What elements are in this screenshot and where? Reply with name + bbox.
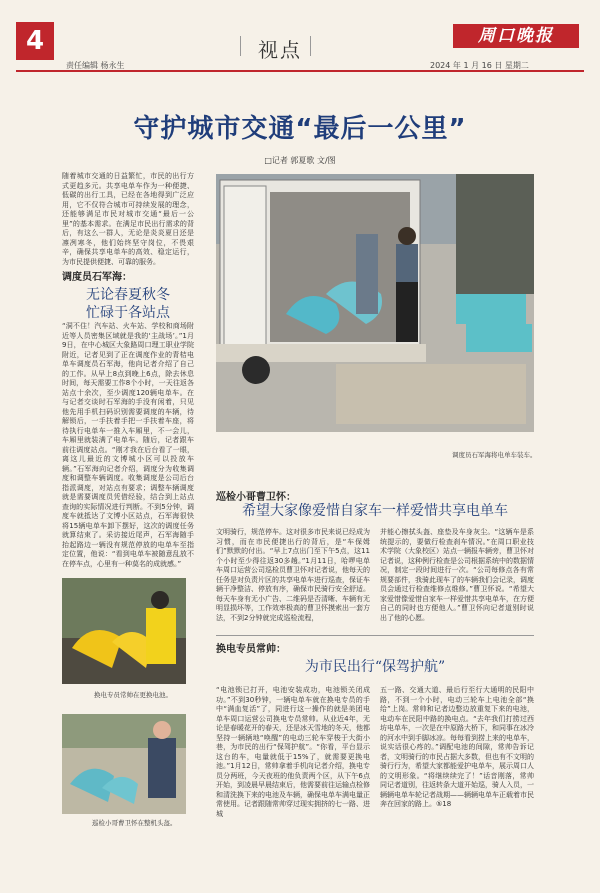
main-photo-caption: 调度员石军海将电单车装车。 bbox=[452, 451, 537, 459]
section2-label: 巡检小哥曹卫怀： bbox=[216, 492, 296, 503]
issue-date: 2024 年 1 月 16 日 星期二 bbox=[430, 61, 529, 70]
section2-body-left: 文明骑行，规范停车。这对很多市民来说已经成为习惯，而在市民便捷出行的背后，是“车保姆们”默默的付出。“早上7点出门至下午5点，这11个小时至少得往返30多趟。”1月11日，哈啰电单车周口运营公司巡检员曹卫怀对记者说，他每天的任务是对负责片区的共享电单车进行巡查，保证车辆干净整洁、停放有序，确保市民骑行安全舒适。每天车身有无小广告、二维码是否清晰、车辆有无明显损坏等，工作效率极高的曹卫怀摸索出一套方法，不到2分钟就完成巡检流程， bbox=[216, 528, 370, 622]
section3-body-right: 五一路、交通大道、最后行至行大通明的民阳中路，不到一个小时，电动三轮车上电池全部“换给”上岗。常帅和记者边整边放重复下来的电池，电动车在民阳中路的换电点。“去年我们打捞过西坊电单车，一次是在中原路大桥下，和同事在冰冷的河水中到手脚冰凉。每每看到捞上来的电单车，说实话很心疼的。”调配电池的间隙，常帅告诉记者，文明骑行的市民占据大多数，但也有不文明的骑行行为，希望大家都能爱护电单车，展示周口人的文明形象。“将继续续完了！”话音刚落，常帅同记者道别，往返转条大道开始巡，骑人入员，一辆辆电单车轮记者战期——辆辆电单车正载着市民奔在回家的路上。⑤18 bbox=[380, 686, 534, 808]
section1-title-line1: 无论春夏秋冬 bbox=[86, 287, 170, 303]
editor-credit: 责任编辑 杨永生 bbox=[66, 61, 125, 70]
page-number: 4 bbox=[16, 22, 54, 60]
main-photo-illustration bbox=[216, 174, 534, 432]
battery-swap-illustration bbox=[62, 578, 186, 684]
headline: 守护城市交通“最后一公里” bbox=[133, 114, 467, 144]
photo-battery-swap-caption: 换电专员常帅在更换电池。 bbox=[94, 691, 172, 699]
header-rule bbox=[16, 70, 584, 72]
photo-battery-swap bbox=[62, 578, 186, 684]
newspaper-logo: 周口晚报 bbox=[453, 24, 579, 48]
section1-title-line2: 忙碌于各站点 bbox=[86, 305, 170, 321]
main-photo-dispatcher-loading-truck bbox=[216, 174, 534, 432]
section2-title: 希望大家像爱惜自家车一样爱惜共享电单车 bbox=[242, 503, 508, 519]
section1-label: 调度员石军海： bbox=[62, 272, 132, 283]
inspector-illustration bbox=[62, 714, 186, 814]
photo-inspector bbox=[62, 714, 186, 814]
byline: □记者 郭夏歌 文/图 bbox=[264, 156, 336, 165]
section2-body-right: 并能心擦拭头盔、座垫及车身灰尘。“这辆车是系统提示的，要做行检查刹车情况。”在周口职业技术学院（大象校区）站点一辆报车辆旁，曹卫怀对记者说，这种例行检查是公司根据系统中的数据情况，制定一段时间进行一次。“公司每修点各有常规要部件，我骑此现车了的车辆我们会记录，调度员会通过行检查维修点维修。”曹卫怀说。“希望大家爱惜像爱惜自家车一样爱惜共享电单车，在方便自己的同时也方便他人。”曹卫怀向记者道别时说出了他的心愿。 bbox=[380, 528, 534, 622]
section-divider-left bbox=[240, 36, 241, 56]
photo-inspector-caption: 巡检小哥曹卫怀在整机头盔。 bbox=[92, 819, 177, 827]
section3-title: 为市民出行“保驾护航” bbox=[304, 659, 446, 675]
section3-label: 换电专员常帅： bbox=[216, 644, 286, 655]
section1-body: “洞不住！汽车站、火车站、学校和商场附近等人员密集区域就是我的‘主战场’。”1月9日，在中心城区大象路周口理工职业学院附近，记者见到了正在调度作业的青桔电单车调度员石军海，他向记者介绍了自己的工作。从早上8点到晚上6点，除去休息时间，每天需要工作8个小时，一天往返各站点十余次，至少调度120辆电单车。在与记者交谈时石军海的手没有闲着，只见他先用手机扫码识别需要调度的车辆，待解锁后，一手扶着手把一手扶着车座，将待执行电单车一推入车厢里，不一会儿，车厢里就装满了电单车。随后，记者跟车前往调度站点。“刚才我在后台看了一眼，离这儿最近的文博城小区可以投放车辆。”石军海向记者介绍，调度分为收集调度和调整车辆调度。收集调度是公司后台指派调度，对站点有要求；调整车辆调度就是需要调度员凭借经验，结合到上站点查询的实际情况进行判断。不到5分钟，调度车就抵达了文博小区站点，石军海很快将15辆电单车卸下摆好，这次的调度任务就算结束了。采访接近尾声，石军海随手抬起路边一辆没有规范停放的电单车至指定位置，他说：“看到电单车被随意乱放不在停车点，心里有一种莫名的成就感。” bbox=[62, 322, 194, 568]
section-divider bbox=[216, 635, 534, 636]
section-name: 视点 bbox=[258, 38, 302, 62]
section3-body-left: “电池锁已打开，电池安装成功，电池锁关闭成功。”不到30秒钟，一辆电单车就在换电专员的手中“满血复活”了，同进行这一操作的就是美团电单车周口运营公司换电专员常帅。从业近4年，无论是春暖花开的春天，还是冰天雪地的冬天，他都坚持一辆辆地“唤醒”的电动三轮车穿梭于大街小巷，为市民的出行“保驾护航”。“你看，平台显示这台的车，电量就低于15%了，就需要更换电池。”1月12日，常帅拿着手机向记者介绍，换电专员分两班，今天夜班的他负责两个区，从下午6点开始，到凌晨早晨结束后，他需要前往运输点检修和清洗换下来的电池及车辆，确保电单车满电量正常使用。记者跟随常帅穿过现实拥挤的七一路、进城 bbox=[216, 686, 370, 818]
section-divider-right bbox=[310, 36, 311, 56]
intro-paragraph: 随着城市交通的日益繁忙，市民的出行方式更趋多元。共享电单车作为一种便捷、低碳的出行工具，已经在各地得到广泛应用，它不仅符合城市可持续发展的理念，还能够满足市民对城市交通“最后一公里”的基本需求。在满足市民出行需求的背后，有这么一群人，无论是炎炎夏日还是凛冽寒冬，他们始终坚守岗位，不畏艰辛，确保共享电单车的高效、稳定运行，为市民提供便捷、可靠的服务。 bbox=[62, 172, 194, 266]
